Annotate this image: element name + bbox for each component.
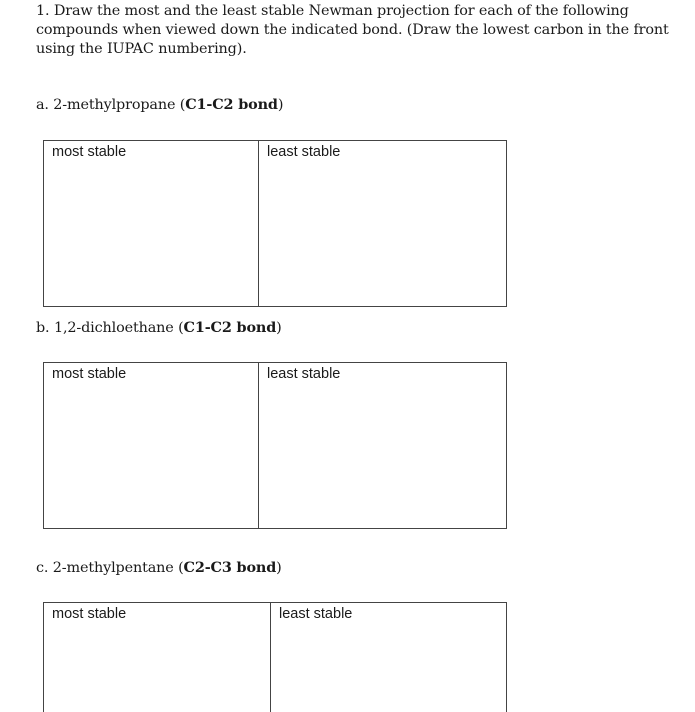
part-c-compound: 2-methylpentane xyxy=(52,560,174,576)
part-b-answer-table xyxy=(43,362,507,529)
part-c-answer-table xyxy=(43,602,507,712)
part-a-least-stable-cell[interactable] xyxy=(259,141,506,306)
question-number: 1. xyxy=(36,3,50,19)
part-a-answer-table xyxy=(43,140,507,307)
part-b-label: b. xyxy=(36,320,50,336)
part-c-least-stable-label: least stable xyxy=(279,606,353,622)
part-a-least-stable-label: least stable xyxy=(267,144,341,160)
part-b-most-stable-label: most stable xyxy=(52,366,127,382)
part-a-most-stable-cell[interactable] xyxy=(44,141,259,306)
question-body: Draw the most and the least stable Newman projection for each of the following compounds when viewed down the indicated bond. (Draw the lowest carbon in the front using the IUPAC numbering). xyxy=(36,3,669,57)
part-c-least-stable-cell[interactable] xyxy=(271,603,506,712)
part-a-heading: a. 2-methylpropane (C1-C2 bond) xyxy=(36,96,284,113)
part-a-compound: 2-methylpropane xyxy=(53,97,176,113)
part-b-least-stable-label: least stable xyxy=(267,366,341,382)
part-b-compound: 1,2-dichloethane xyxy=(53,320,174,336)
part-a-bond: C1-C2 bond xyxy=(185,96,278,113)
part-b-bond: C1-C2 bond xyxy=(183,319,277,336)
part-b-heading: b. 1,2-dichloethane (C1-C2 bond) xyxy=(36,319,282,336)
part-c-heading: c. 2-methylpentane (C2-C3 bond) xyxy=(36,559,282,576)
part-c-bond: C2-C3 bond xyxy=(183,559,277,576)
part-a-label: a. xyxy=(36,97,49,113)
part-c-most-stable-cell[interactable] xyxy=(44,603,271,712)
part-c-label: c. xyxy=(36,560,49,576)
part-b-most-stable-cell[interactable] xyxy=(44,363,259,528)
part-c-most-stable-label: most stable xyxy=(52,606,127,622)
part-b-least-stable-cell[interactable] xyxy=(259,363,506,528)
question-text xyxy=(36,2,686,59)
part-a-most-stable-label: most stable xyxy=(52,144,127,160)
